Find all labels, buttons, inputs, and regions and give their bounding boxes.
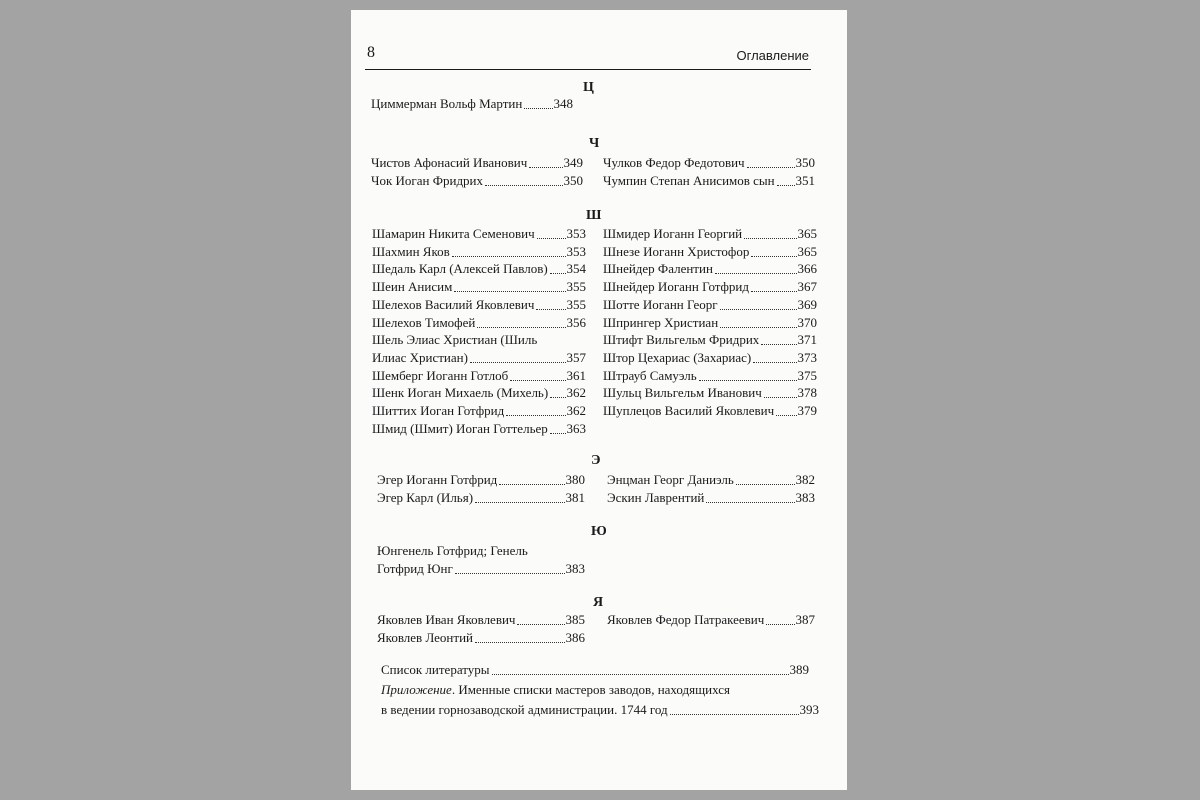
toc-entry xyxy=(603,277,817,295)
toc-entry-name: Энцман Георг Даниэль xyxy=(607,472,734,487)
toc-entry-page: 371 xyxy=(797,332,817,348)
toc-entry-page: 355 xyxy=(566,296,586,312)
toc-entry-page: 363 xyxy=(566,420,586,436)
dot-leader xyxy=(452,256,566,257)
toc-entry xyxy=(372,277,586,295)
toc-entry-page: 387 xyxy=(795,612,815,627)
toc-entry-name: Шнейдер Иоганн Готфрид xyxy=(603,279,749,295)
toc-entry xyxy=(377,559,585,577)
toc-entry xyxy=(603,348,817,366)
toc-entry xyxy=(603,242,817,260)
toc-entry-page: 378 xyxy=(797,385,817,401)
toc-entry-name: Штифт Вильгельм Фридрих xyxy=(603,332,760,348)
toc-entry-page: 370 xyxy=(797,314,817,330)
toc-entry xyxy=(603,259,817,277)
toc-entry-page: 354 xyxy=(566,261,586,277)
toc-entry xyxy=(603,224,817,242)
toc-entry-page: 356 xyxy=(566,314,586,330)
toc-entry-page: 385 xyxy=(565,612,585,627)
toc-entry-page: 383 xyxy=(795,490,815,505)
toc-entry-name: Штрауб Самуэль xyxy=(603,367,697,383)
dot-leader xyxy=(550,273,566,274)
toc-entry-name: Яковлев Леонтий xyxy=(377,630,473,645)
dot-leader xyxy=(720,327,796,328)
toc-entry-page: 348 xyxy=(553,96,573,111)
toc-entry-page: 383 xyxy=(565,561,585,576)
toc-entry xyxy=(603,383,817,401)
toc-entry xyxy=(372,313,586,331)
toc-entry-page: 350 xyxy=(563,173,583,188)
section-letter: Ч xyxy=(589,136,600,151)
toc-entry xyxy=(607,470,815,488)
dot-leader xyxy=(764,397,797,398)
toc-entry-name: Илиас Христиан) xyxy=(372,349,468,365)
toc-entry xyxy=(371,171,583,189)
toc-entry-name: Чок Иоган Фридрих xyxy=(371,173,484,188)
toc-entry-name: Шедаль Карл (Алексей Павлов) xyxy=(372,261,548,277)
toc-entry-name: Шелехов Василий Яковлевич xyxy=(372,296,535,312)
toc-entry-name: Шиттих Иоган Готфрид xyxy=(372,403,505,418)
toc-entry xyxy=(607,610,815,628)
toc-entry-name: Шенк Иоган Михаель (Михель) xyxy=(372,385,549,401)
toc-entry-name: Чистов Афонасий Иванович xyxy=(371,155,528,170)
dot-leader xyxy=(470,362,566,363)
toc-entry xyxy=(603,401,817,419)
toc-entry xyxy=(603,171,815,189)
dot-leader xyxy=(475,502,564,503)
toc-entry-page: 367 xyxy=(797,279,817,295)
toc-entry-page: 362 xyxy=(566,403,586,418)
section-letter: Ц xyxy=(583,80,594,95)
toc-entry-literature: Список литературы 389 xyxy=(381,662,809,677)
toc-entry-name: Штор Цехариас (Захариас) xyxy=(603,349,752,365)
dot-leader xyxy=(736,484,795,485)
toc-entry-page: 381 xyxy=(565,490,585,505)
toc-entry-page: 373 xyxy=(797,349,817,365)
section-letter: Э xyxy=(591,453,601,468)
toc-entry-page: 369 xyxy=(797,296,817,312)
dot-leader xyxy=(537,238,566,239)
toc-entry-name: Шель Элиас Христиан (Шиль xyxy=(372,332,538,348)
toc-entry xyxy=(371,94,573,112)
toc-entry xyxy=(372,366,586,384)
toc-entry-name: Чумпин Степан Анисимов сын xyxy=(603,173,775,188)
toc-entry xyxy=(372,259,586,277)
toc-entry-name: Шнезе Иоганн Христофор xyxy=(603,243,750,259)
toc-entry-name: Шуплецов Василий Яковлевич xyxy=(603,403,775,418)
dot-leader xyxy=(506,415,565,416)
toc-entry-name: Чулков Федор Федотович xyxy=(603,155,745,170)
toc-entry-page: 357 xyxy=(566,349,586,365)
toc-entry-name: Эгер Иоганн Готфрид xyxy=(377,472,498,487)
toc-entry-name: Юнгенель Готфрид; Генель xyxy=(377,543,528,558)
toc-entry xyxy=(603,313,817,331)
toc-entry-page: 382 xyxy=(795,472,815,487)
dot-leader xyxy=(485,185,562,186)
dot-leader xyxy=(524,108,552,109)
toc-entry-name: Шпрингер Христиан xyxy=(603,314,719,330)
dot-leader xyxy=(475,642,565,643)
dot-leader xyxy=(744,238,796,239)
toc-entry-page: 351 xyxy=(795,173,815,188)
toc-entry-name: Циммерман Вольф Мартин xyxy=(371,96,523,111)
toc-entry-name: Шмидер Иоганн Георгий xyxy=(603,226,743,241)
dot-leader xyxy=(715,273,797,274)
toc-entry xyxy=(603,330,817,348)
dot-leader xyxy=(550,433,566,434)
dot-leader xyxy=(751,256,796,257)
toc-entry-appendix-line2: в ведении горнозаводской администрации. 1744 год 393 xyxy=(381,702,819,717)
dot-leader xyxy=(699,380,797,381)
dot-leader xyxy=(777,185,795,186)
toc-entry-page: 379 xyxy=(797,403,817,418)
toc-entry-page: 353 xyxy=(566,226,586,241)
dot-leader xyxy=(536,309,565,310)
dot-leader xyxy=(706,502,794,503)
toc-entry-page: 361 xyxy=(566,367,586,383)
toc-entry-page: 380 xyxy=(565,472,585,487)
section-letter: Ю xyxy=(591,524,607,539)
toc-entry-page: 365 xyxy=(797,243,817,259)
toc-entry-name: Шнейдер Фалентин xyxy=(603,261,713,277)
toc-entry-name: Яковлев Иван Яковлевич xyxy=(377,612,516,627)
running-title: Оглавление xyxy=(736,48,809,63)
dot-leader xyxy=(550,397,565,398)
page-number: 8 xyxy=(367,44,375,61)
toc-entry xyxy=(377,470,585,488)
toc-entry-name: Шахмин Яков xyxy=(372,243,450,259)
toc-entry-page: 386 xyxy=(565,630,585,645)
toc-entry-page: 353 xyxy=(566,243,586,259)
toc-entry xyxy=(371,153,583,171)
toc-entry-page: 365 xyxy=(797,226,817,241)
dot-leader xyxy=(766,624,794,625)
toc-entry xyxy=(603,366,817,384)
toc-entry-page: 375 xyxy=(797,367,817,383)
toc-entry-page: 349 xyxy=(563,155,583,170)
dot-leader xyxy=(529,167,562,168)
section-letter: Ш xyxy=(586,208,602,223)
toc-entry-appendix-line1: Приложение. Именные списки мастеров заводов, находящихся xyxy=(381,682,730,697)
toc-entry-name: Шмид (Шмит) Иоган Готтельер xyxy=(372,420,548,436)
toc-entry xyxy=(377,628,585,646)
book-page xyxy=(351,10,847,790)
toc-entry xyxy=(372,295,586,313)
toc-entry-page: 355 xyxy=(566,279,586,295)
dot-leader xyxy=(720,309,797,310)
dot-leader xyxy=(455,573,565,574)
toc-entry-page: 350 xyxy=(795,155,815,170)
dot-leader xyxy=(454,291,565,292)
toc-entry-page: 362 xyxy=(566,385,586,401)
dot-leader xyxy=(751,291,797,292)
dot-leader xyxy=(776,415,796,416)
dot-leader xyxy=(477,327,565,328)
toc-entry xyxy=(372,348,586,366)
toc-entry xyxy=(372,224,586,242)
dot-leader xyxy=(747,167,795,168)
toc-entry xyxy=(377,488,585,506)
toc-entry xyxy=(607,488,815,506)
toc-entry xyxy=(603,153,815,171)
toc-entry xyxy=(372,330,586,348)
toc-entry xyxy=(377,541,585,559)
toc-entry xyxy=(372,383,586,401)
section-letter: Я xyxy=(593,595,604,610)
toc-entry xyxy=(372,401,586,419)
toc-entry-page: 366 xyxy=(797,261,817,277)
toc-entry-name: Готфрид Юнг xyxy=(377,561,453,576)
toc-entry xyxy=(372,242,586,260)
dot-leader xyxy=(517,624,564,625)
toc-entry-name: Шеин Анисим xyxy=(372,279,453,295)
dot-leader xyxy=(761,344,796,345)
toc-entry-name: Эгер Карл (Илья) xyxy=(377,490,474,505)
dot-leader xyxy=(499,484,564,485)
toc-entry-name: Шемберг Иоганн Готлоб xyxy=(372,367,509,383)
toc-entry-name: Шелехов Тимофей xyxy=(372,314,476,330)
header-rule xyxy=(365,69,811,70)
toc-entry xyxy=(372,419,586,437)
dot-leader xyxy=(510,380,565,381)
toc-entry-name: Шотте Иоганн Георг xyxy=(603,296,718,312)
toc-entry-name: Яковлев Федор Патракеевич xyxy=(607,612,765,627)
toc-entry-name: Шульц Вильгельм Иванович xyxy=(603,385,762,401)
toc-entry xyxy=(377,610,585,628)
toc-entry-name: Эскин Лаврентий xyxy=(607,490,705,505)
toc-entry xyxy=(603,295,817,313)
toc-entry-name: Шамарин Никита Семенович xyxy=(372,226,535,241)
dot-leader xyxy=(753,362,796,363)
